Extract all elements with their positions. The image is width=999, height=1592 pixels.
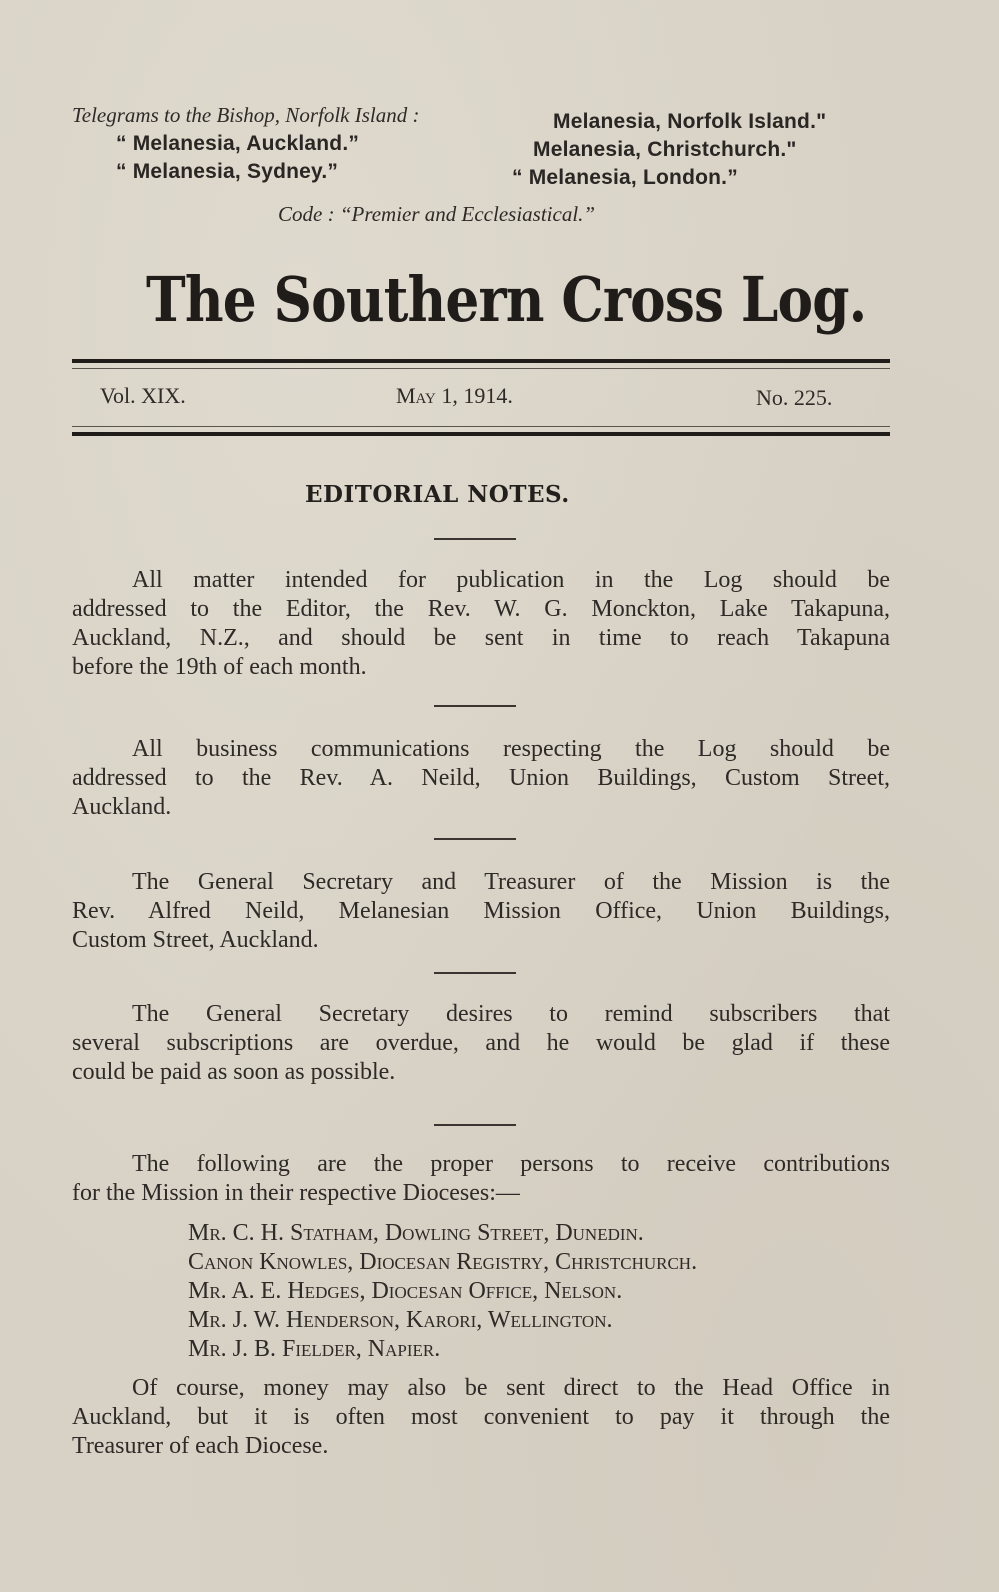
paragraph-line: could be paid as soon as possible.	[72, 1059, 396, 1085]
paragraph-line: Custom Street, Auckland.	[72, 927, 319, 953]
masthead-rule-thick-top	[72, 359, 890, 363]
section-divider	[434, 838, 516, 840]
paragraph-line: addressed to the Editor, the Rev. W. G. Monckton, Lake Takapuna,	[72, 596, 890, 622]
section-divider	[434, 705, 516, 707]
paragraph-line: Auckland, N.Z., and should be sent in time to reach Takapuna	[72, 625, 890, 651]
masthead-rule-thick-bottom	[72, 432, 890, 436]
paragraph-line: Treasurer of each Diocese.	[72, 1433, 329, 1459]
paragraph-line: The following are the proper persons to receive contributions	[132, 1151, 890, 1177]
section-divider	[434, 538, 516, 540]
paragraph-submissions	[72, 566, 890, 682]
paragraph-line: for the Mission in their respective Dioceses:—	[72, 1180, 520, 1206]
telegrams-intro: Telegrams to the Bishop, Norfolk Island :	[72, 103, 420, 127]
telegram-address-auckland: “ Melanesia, Auckland.”	[116, 132, 360, 155]
paragraph-line: All matter intended for publication in the Log should be	[132, 567, 890, 593]
paragraph-secretary	[72, 868, 890, 955]
paragraph-line: The General Secretary and Treasurer of the Mission is the	[132, 869, 890, 895]
paragraph-line: All business communications respecting the Log should be	[132, 736, 890, 762]
paragraph-subscriptions	[72, 1000, 890, 1087]
issue-number: No. 225.	[756, 385, 833, 410]
paragraph-line: Rev. Alfred Neild, Melanesian Mission Office, Union Buildings,	[72, 898, 890, 924]
paragraph-line: The General Secretary desires to remind subscribers that	[132, 1001, 890, 1027]
contributor-christchurch: Canon Knowles, Diocesan Registry, Christchurch.	[188, 1249, 698, 1275]
issue-volume: Vol. XIX.	[100, 383, 186, 408]
masthead-title: The Southern Cross Log.	[146, 263, 867, 336]
section-heading: EDITORIAL NOTES.	[305, 481, 570, 508]
telegram-code: Code : “Premier and Ecclesiastical.”	[278, 202, 596, 226]
paragraph-business	[72, 735, 890, 822]
masthead-rule-thin-top	[72, 368, 890, 369]
issue-date: May 1, 1914.	[396, 383, 513, 408]
telegram-address-sydney: “ Melanesia, Sydney.”	[116, 160, 339, 183]
paragraph-contributions	[72, 1150, 890, 1208]
paragraph-line: Auckland.	[72, 794, 172, 820]
masthead-rule-thin-bottom	[72, 426, 890, 427]
contributor-nelson: Mr. A. E. Hedges, Diocesan Office, Nelson.	[188, 1278, 623, 1304]
telegram-address-norfolk: Melanesia, Norfolk Island."	[553, 110, 827, 133]
paragraph-line: addressed to the Rev. A. Neild, Union Buildings, Custom Street,	[72, 765, 890, 791]
paragraph-closing	[72, 1374, 890, 1461]
contributor-wellington: Mr. J. W. Henderson, Karori, Wellington.	[188, 1307, 613, 1333]
section-divider	[434, 1124, 516, 1126]
paragraph-line: Auckland, but it is often most convenient to pay it through the	[72, 1404, 890, 1430]
contributor-napier: Mr. J. B. Fielder, Napier.	[188, 1336, 441, 1362]
telegram-address-christchurch: Melanesia, Christchurch."	[533, 138, 797, 161]
paragraph-line: Of course, money may also be sent direct to the Head Office in	[132, 1375, 890, 1401]
contributor-dunedin: Mr. C. H. Statham, Dowling Street, Dunedin.	[188, 1220, 644, 1246]
paragraph-line: before the 19th of each month.	[72, 654, 367, 680]
paragraph-line: several subscriptions are overdue, and he would be glad if these	[72, 1030, 890, 1056]
section-divider	[434, 972, 516, 974]
telegram-address-london: “ Melanesia, London.”	[512, 166, 738, 189]
